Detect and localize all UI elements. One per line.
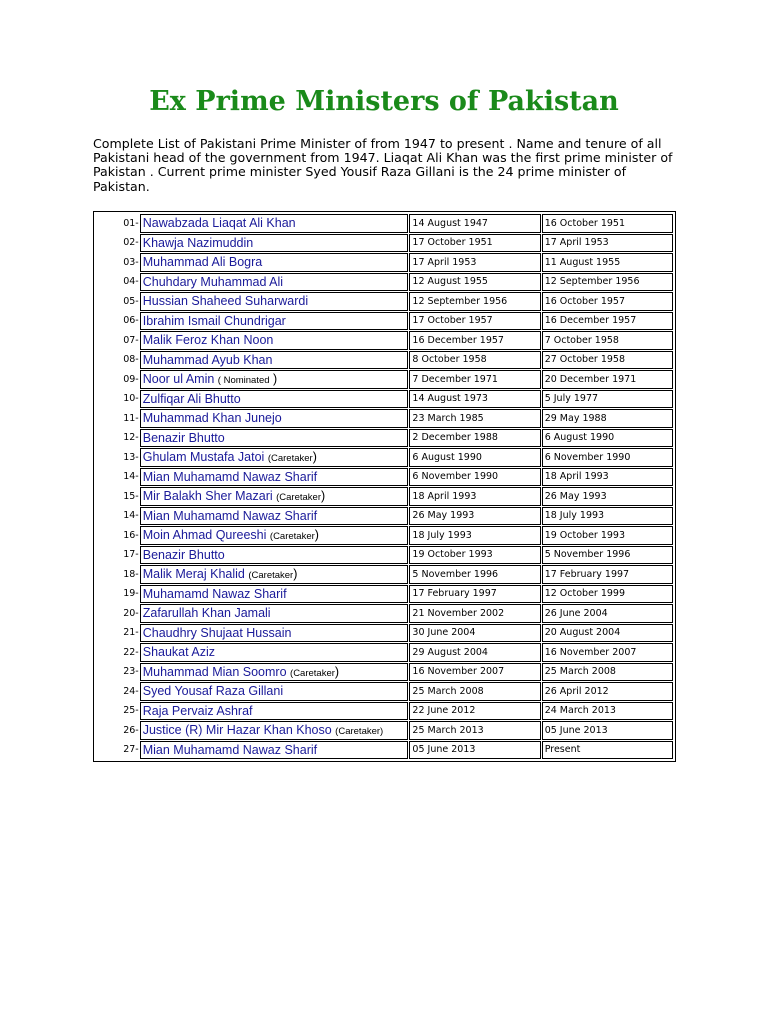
pm-name-cell bbox=[140, 253, 409, 272]
page-title: Ex Prime Ministers of Pakistan bbox=[149, 86, 619, 117]
table-row bbox=[96, 702, 673, 721]
start-date: 17 October 1957 bbox=[409, 312, 540, 331]
start-date: 17 October 1951 bbox=[409, 234, 540, 253]
pm-name-cell bbox=[140, 585, 409, 604]
end-date: 5 November 1996 bbox=[542, 546, 673, 565]
table-row bbox=[96, 351, 673, 370]
start-date: 30 June 2004 bbox=[409, 624, 540, 643]
table-row bbox=[96, 585, 673, 604]
end-date: 6 August 1990 bbox=[542, 429, 673, 448]
start-date: 12 September 1956 bbox=[409, 292, 540, 311]
pm-name: Benazir Bhutto bbox=[142, 547, 225, 562]
table-row bbox=[96, 546, 673, 565]
start-date: 19 October 1993 bbox=[409, 546, 540, 565]
pm-name-cell bbox=[140, 468, 409, 487]
row-number: 19- bbox=[123, 588, 139, 600]
pm-name: Muhammad Ali Bogra bbox=[142, 255, 263, 270]
pm-name: Chaudhry Shujaat Hussain bbox=[142, 625, 292, 640]
end-date: Present bbox=[542, 741, 673, 760]
row-number: 02- bbox=[123, 237, 139, 249]
row-number: 16- bbox=[123, 529, 139, 541]
pm-name-cell bbox=[140, 507, 409, 526]
end-date: 16 October 1957 bbox=[542, 292, 673, 311]
pm-name-cell bbox=[140, 390, 409, 409]
pm-name: Muhammad Mian Soomro bbox=[142, 664, 287, 679]
row-number: 18- bbox=[123, 568, 139, 580]
pm-name: Justice (R) Mir Hazar Khan Khoso bbox=[142, 723, 332, 738]
row-number: 11- bbox=[123, 412, 139, 424]
row-number: 09- bbox=[123, 373, 139, 385]
pm-note: (Caretaker bbox=[269, 531, 315, 543]
pm-name-cell bbox=[140, 409, 409, 428]
row-number: 14- bbox=[123, 510, 139, 522]
start-date: 16 November 2007 bbox=[409, 663, 540, 682]
pm-name: Zafarullah Khan Jamali bbox=[142, 606, 271, 621]
row-number: 08- bbox=[123, 354, 139, 366]
row-number: 04- bbox=[123, 276, 139, 288]
end-date: 29 May 1988 bbox=[542, 409, 673, 428]
pm-note: (Caretaker bbox=[276, 492, 321, 504]
row-number: 21- bbox=[123, 627, 139, 639]
table-row bbox=[96, 409, 673, 428]
pm-name: Hussian Shaheed Suharwardi bbox=[142, 294, 309, 309]
pm-name-cell bbox=[140, 351, 409, 370]
pm-name: Mian Muhamamd Nawaz Sharif bbox=[142, 469, 318, 484]
end-date: 26 May 1993 bbox=[542, 487, 673, 506]
table-row bbox=[96, 624, 673, 643]
pm-name-cell bbox=[140, 624, 409, 643]
table-row bbox=[96, 292, 673, 311]
table-row bbox=[96, 643, 673, 662]
table-row bbox=[96, 370, 673, 389]
pm-note: (Caretaker) bbox=[335, 726, 384, 738]
pm-name: Moin Ahmad Qureeshi bbox=[142, 528, 267, 543]
row-number: 15- bbox=[123, 490, 139, 502]
start-date: 8 October 1958 bbox=[409, 351, 540, 370]
pm-note: (Caretaker bbox=[290, 667, 335, 679]
start-date: 7 December 1971 bbox=[409, 370, 540, 389]
start-date: 6 November 1990 bbox=[409, 468, 540, 487]
end-date: 27 October 1958 bbox=[542, 351, 673, 370]
table-row bbox=[96, 273, 673, 292]
pm-name: Benazir Bhutto bbox=[142, 430, 225, 445]
pm-name: Ibrahim Ismail Chundrigar bbox=[142, 313, 286, 328]
end-date: 16 December 1957 bbox=[542, 312, 673, 331]
row-number: 25- bbox=[123, 705, 139, 717]
table-row bbox=[96, 390, 673, 409]
pm-name-cell bbox=[140, 643, 409, 662]
pm-name: Ghulam Mustafa Jatoi bbox=[142, 450, 265, 465]
table-row bbox=[96, 253, 673, 272]
start-date: 21 November 2002 bbox=[409, 604, 540, 623]
start-date: 6 August 1990 bbox=[409, 448, 540, 467]
pm-note: (Caretaker bbox=[248, 570, 294, 582]
start-date: 23 March 1985 bbox=[409, 409, 540, 428]
table-row bbox=[96, 604, 673, 623]
table-row bbox=[96, 214, 673, 233]
intro-paragraph: Complete List of Pakistani Prime Minister of from 1947 to present . Name and tenure of all Pakistani head of the government from 1947. Liaqat Ali Khan was the first prime minister of Pakistan . Current prime minister Syed Yousif Raza Gillani is the 24 prime minister of Pakistan. bbox=[93, 136, 673, 194]
pm-name-cell bbox=[140, 682, 409, 701]
pm-name-cell: Noor ul Amin ( Nominated ) bbox=[140, 370, 409, 389]
start-date: 14 August 1947 bbox=[409, 214, 540, 233]
start-date: 05 June 2013 bbox=[409, 741, 540, 760]
table-row bbox=[96, 234, 673, 253]
start-date: 17 February 1997 bbox=[409, 585, 540, 604]
start-date: 18 July 1993 bbox=[409, 526, 540, 545]
table-row bbox=[96, 487, 673, 506]
table-row bbox=[96, 448, 673, 467]
table-row bbox=[96, 565, 673, 584]
pm-name-cell bbox=[140, 546, 409, 565]
end-date: 17 February 1997 bbox=[542, 565, 673, 584]
pm-name: Mian Muhamamd Nawaz Sharif bbox=[142, 742, 318, 757]
pm-name: Mir Balakh Sher Mazari bbox=[142, 489, 273, 504]
pm-name: Mian Muhamamd Nawaz Sharif bbox=[142, 508, 318, 523]
pm-name: Muhammad Khan Junejo bbox=[142, 411, 282, 426]
end-date: 18 April 1993 bbox=[542, 468, 673, 487]
pm-name-cell bbox=[140, 214, 409, 233]
pm-name: Shaukat Aziz bbox=[142, 645, 215, 660]
end-date: 6 November 1990 bbox=[542, 448, 673, 467]
end-date: 16 November 2007 bbox=[542, 643, 673, 662]
pm-note: ( Nominated bbox=[217, 375, 270, 387]
pm-name-cell bbox=[140, 292, 409, 311]
row-number: 26- bbox=[123, 724, 139, 736]
table-row bbox=[96, 312, 673, 331]
row-number: 03- bbox=[123, 256, 139, 268]
end-date: 20 December 1971 bbox=[542, 370, 673, 389]
start-date: 25 March 2013 bbox=[409, 721, 540, 740]
start-date: 16 December 1957 bbox=[409, 331, 540, 350]
table-row bbox=[96, 429, 673, 448]
start-date: 25 March 2008 bbox=[409, 682, 540, 701]
row-number: 01- bbox=[123, 217, 139, 229]
pm-name-cell bbox=[140, 312, 409, 331]
pm-name-cell bbox=[140, 234, 409, 253]
end-date: 25 March 2008 bbox=[542, 663, 673, 682]
start-date: 22 June 2012 bbox=[409, 702, 540, 721]
row-number: 13- bbox=[123, 451, 139, 463]
row-number: 24- bbox=[123, 685, 139, 697]
table-row bbox=[96, 507, 673, 526]
pm-name-cell: Moin Ahmad Qureeshi (Caretaker) bbox=[140, 526, 409, 545]
pm-note: (Caretaker bbox=[267, 453, 313, 465]
pm-name-cell: Ghulam Mustafa Jatoi (Caretaker) bbox=[140, 448, 409, 467]
pm-name: Zulfiqar Ali Bhutto bbox=[142, 391, 241, 406]
pm-name-cell bbox=[140, 741, 409, 760]
pm-name: Noor ul Amin bbox=[142, 372, 215, 387]
table-row bbox=[96, 663, 673, 682]
table-row bbox=[96, 682, 673, 701]
row-number: 12- bbox=[123, 432, 139, 444]
pm-name: Malik Feroz Khan Noon bbox=[142, 333, 274, 348]
row-number: 23- bbox=[123, 666, 139, 678]
pm-name: Muhamamd Nawaz Sharif bbox=[142, 586, 287, 601]
table-row bbox=[96, 526, 673, 545]
start-date: 17 April 1953 bbox=[409, 253, 540, 272]
pm-name: Muhammad Ayub Khan bbox=[142, 352, 273, 367]
pm-name-cell bbox=[140, 331, 409, 350]
row-number: 27- bbox=[123, 744, 139, 756]
table-row bbox=[96, 721, 673, 740]
pm-name: Nawabzada Liaqat Ali Khan bbox=[142, 216, 296, 231]
end-date: 18 July 1993 bbox=[542, 507, 673, 526]
pm-name-cell bbox=[140, 604, 409, 623]
start-date: 26 May 1993 bbox=[409, 507, 540, 526]
table-row bbox=[96, 468, 673, 487]
table-row bbox=[96, 331, 673, 350]
pm-name-cell bbox=[140, 429, 409, 448]
row-number: 10- bbox=[123, 393, 139, 405]
start-date: 14 August 1973 bbox=[409, 390, 540, 409]
end-date: 19 October 1993 bbox=[542, 526, 673, 545]
pm-name-cell: Mir Balakh Sher Mazari (Caretaker) bbox=[140, 487, 409, 506]
row-number: 20- bbox=[123, 607, 139, 619]
start-date: 5 November 1996 bbox=[409, 565, 540, 584]
pm-name-cell: Malik Meraj Khalid (Caretaker) bbox=[140, 565, 409, 584]
end-date: 7 October 1958 bbox=[542, 331, 673, 350]
end-date: 16 October 1951 bbox=[542, 214, 673, 233]
pm-name-cell bbox=[140, 721, 409, 740]
row-number: 07- bbox=[123, 334, 139, 346]
pm-name-cell: Muhammad Mian Soomro (Caretaker) bbox=[140, 663, 409, 682]
start-date: 2 December 1988 bbox=[409, 429, 540, 448]
pm-name: Khawja Nazimuddin bbox=[142, 235, 254, 250]
end-date: 26 June 2004 bbox=[542, 604, 673, 623]
row-number: 17- bbox=[123, 549, 139, 561]
row-number: 05- bbox=[123, 295, 139, 307]
pm-name-cell bbox=[140, 273, 409, 292]
prime-ministers-table bbox=[93, 211, 676, 762]
end-date: 12 September 1956 bbox=[542, 273, 673, 292]
end-date: 12 October 1999 bbox=[542, 585, 673, 604]
table-row bbox=[96, 741, 673, 760]
end-date: 17 April 1953 bbox=[542, 234, 673, 253]
start-date: 18 April 1993 bbox=[409, 487, 540, 506]
row-number: 14- bbox=[123, 471, 139, 483]
pm-name-cell bbox=[140, 702, 409, 721]
end-date: 05 June 2013 bbox=[542, 721, 673, 740]
table-body bbox=[96, 214, 673, 759]
row-number: 22- bbox=[123, 646, 139, 658]
pm-name: Syed Yousaf Raza Gillani bbox=[142, 684, 284, 699]
pm-name: Malik Meraj Khalid bbox=[142, 567, 245, 582]
end-date: 11 August 1955 bbox=[542, 253, 673, 272]
pm-name: Raja Pervaiz Ashraf bbox=[142, 703, 253, 718]
row-number: 06- bbox=[123, 315, 139, 327]
start-date: 12 August 1955 bbox=[409, 273, 540, 292]
end-date: 26 April 2012 bbox=[542, 682, 673, 701]
start-date: 29 August 2004 bbox=[409, 643, 540, 662]
end-date: 5 July 1977 bbox=[542, 390, 673, 409]
end-date: 20 August 2004 bbox=[542, 624, 673, 643]
end-date: 24 March 2013 bbox=[542, 702, 673, 721]
pm-name: Chuhdary Muhammad Ali bbox=[142, 274, 284, 289]
